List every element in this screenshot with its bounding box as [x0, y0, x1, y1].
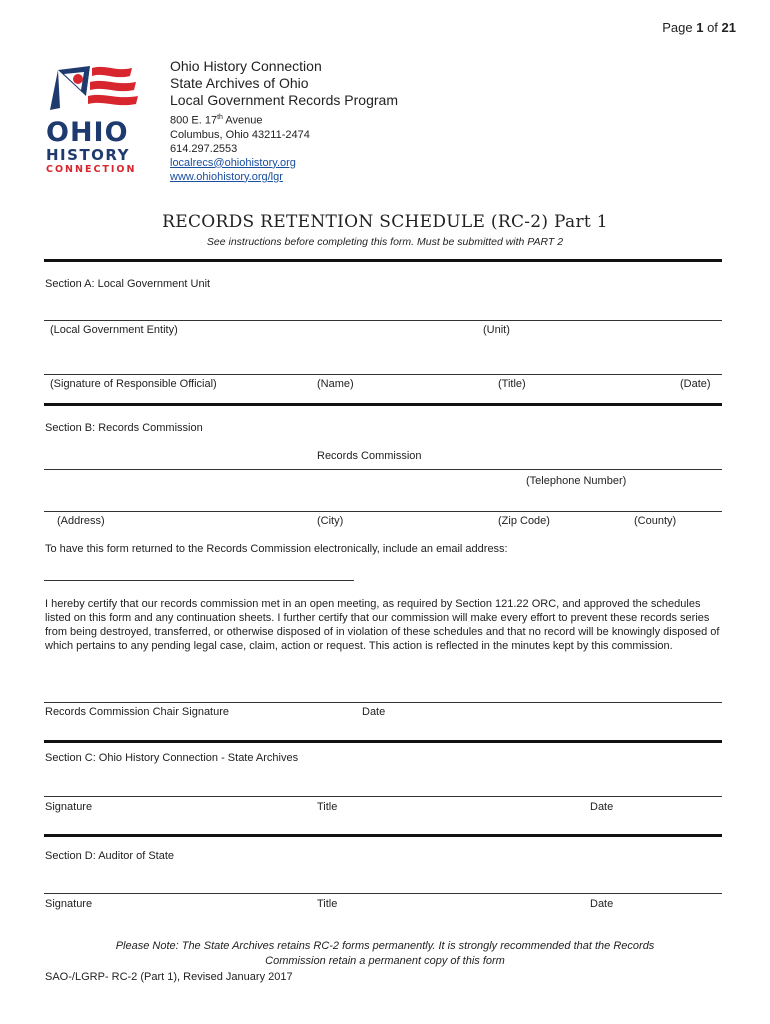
- certification-statement: I hereby certify that our records commission met in an open meeting, as required by Section 121.22 ORC, and approved the schedules listed on this form and any continuation sheets. I further certify that our commission will make every effort to prevent these records series from being destroyed, transferred, or otherwise disposed of in violation of these schedules and that no record will be knowingly disposed of which pertains to any pending legal case, claim, action or request. This action is reflected in the minutes kept by this commission.: [45, 598, 720, 652]
- email-link[interactable]: localrecs@ohiohistory.org: [170, 156, 296, 169]
- section-d-heading: Section D: Auditor of State: [45, 850, 175, 862]
- section-a-heading: Section A: Local Government Unit: [45, 278, 211, 290]
- page-of-label: of: [707, 20, 718, 35]
- chair-date-label: Date: [362, 706, 386, 718]
- unit-label: (Unit): [483, 324, 510, 336]
- signature-line[interactable]: [44, 374, 722, 375]
- entity-label: (Local Government Entity): [50, 324, 178, 336]
- ohio-history-logo: [46, 62, 150, 174]
- divider: [44, 259, 722, 262]
- divider: [44, 834, 722, 837]
- org-division: State Archives of Ohio: [170, 75, 309, 91]
- street-address: [170, 111, 398, 128]
- org-name: Ohio History Connection: [170, 58, 322, 74]
- address-line[interactable]: [44, 511, 722, 512]
- telephone-label: (Telephone Number): [526, 475, 627, 487]
- chair-signature-label: Records Commission Chair Signature: [45, 706, 230, 718]
- street-suffix: th: [217, 114, 223, 121]
- archives-signature-label: Signature: [45, 801, 93, 813]
- county-label: (County): [634, 515, 677, 527]
- archives-signature-line[interactable]: [44, 796, 722, 797]
- retention-note: [40, 939, 730, 969]
- logo-text-history: HISTORY: [46, 146, 131, 164]
- archives-title-label: Title: [317, 801, 338, 813]
- entity-line[interactable]: [44, 320, 722, 321]
- zip-label: (Zip Code): [498, 515, 550, 527]
- auditor-title-label: Title: [317, 898, 338, 910]
- email-address-line[interactable]: [44, 580, 354, 581]
- divider: [44, 403, 722, 406]
- auditor-signature-line[interactable]: [44, 893, 722, 894]
- section-b-heading: Section B: Records Commission: [45, 422, 203, 434]
- note-line-1: Please Note: The State Archives retains RC-2 forms permanently. It is strongly recommended that the Records: [115, 940, 655, 952]
- org-program: Local Government Records Program: [170, 92, 398, 108]
- page-label: Page: [662, 20, 693, 35]
- name-label: (Name): [317, 378, 354, 390]
- organization-header: [170, 58, 398, 184]
- page-total: 21: [721, 20, 736, 35]
- form-title: RECORDS RETENTION SCHEDULE (RC-2) Part 1: [162, 212, 608, 232]
- records-commission-label: Records Commission: [317, 450, 422, 462]
- form-subtitle: See instructions before completing this form. Must be submitted with PART 2: [206, 236, 564, 248]
- auditor-signature-label: Signature: [45, 898, 93, 910]
- note-line-2: Commission retain a permanent copy of this form: [265, 955, 505, 967]
- logo-text-connection: CONNECTION: [46, 164, 137, 175]
- date-label: (Date): [680, 378, 711, 390]
- street-number: 800 E. 17: [170, 114, 218, 127]
- chair-signature-line[interactable]: [44, 702, 722, 703]
- page-current: 1: [696, 20, 704, 35]
- street-name: Avenue: [222, 114, 263, 127]
- commission-line[interactable]: [44, 469, 722, 470]
- address-label: (Address): [57, 515, 105, 527]
- phone-number: 614.297.2553: [170, 142, 238, 155]
- city-state-zip: Columbus, Ohio 43211-2474: [170, 128, 310, 141]
- page-counter: [662, 20, 736, 35]
- section-c-heading: Section C: Ohio History Connection - State Archives: [45, 752, 299, 764]
- title-label: (Title): [498, 378, 526, 390]
- divider: [44, 740, 722, 743]
- official-signature-label: (Signature of Responsible Official): [50, 378, 217, 390]
- logo-text-ohio: OHIO: [46, 117, 129, 148]
- email-instruction: To have this form returned to the Records Commission electronically, include an email address:: [45, 543, 508, 555]
- auditor-date-label: Date: [590, 898, 614, 910]
- archives-date-label: Date: [590, 801, 614, 813]
- flag-icon: [46, 62, 150, 114]
- form-footer: SAO-/LGRP- RC-2 (Part 1), Revised January 2017: [45, 971, 293, 983]
- city-label: (City): [317, 515, 344, 527]
- website-link[interactable]: www.ohiohistory.org/lgr: [170, 170, 283, 183]
